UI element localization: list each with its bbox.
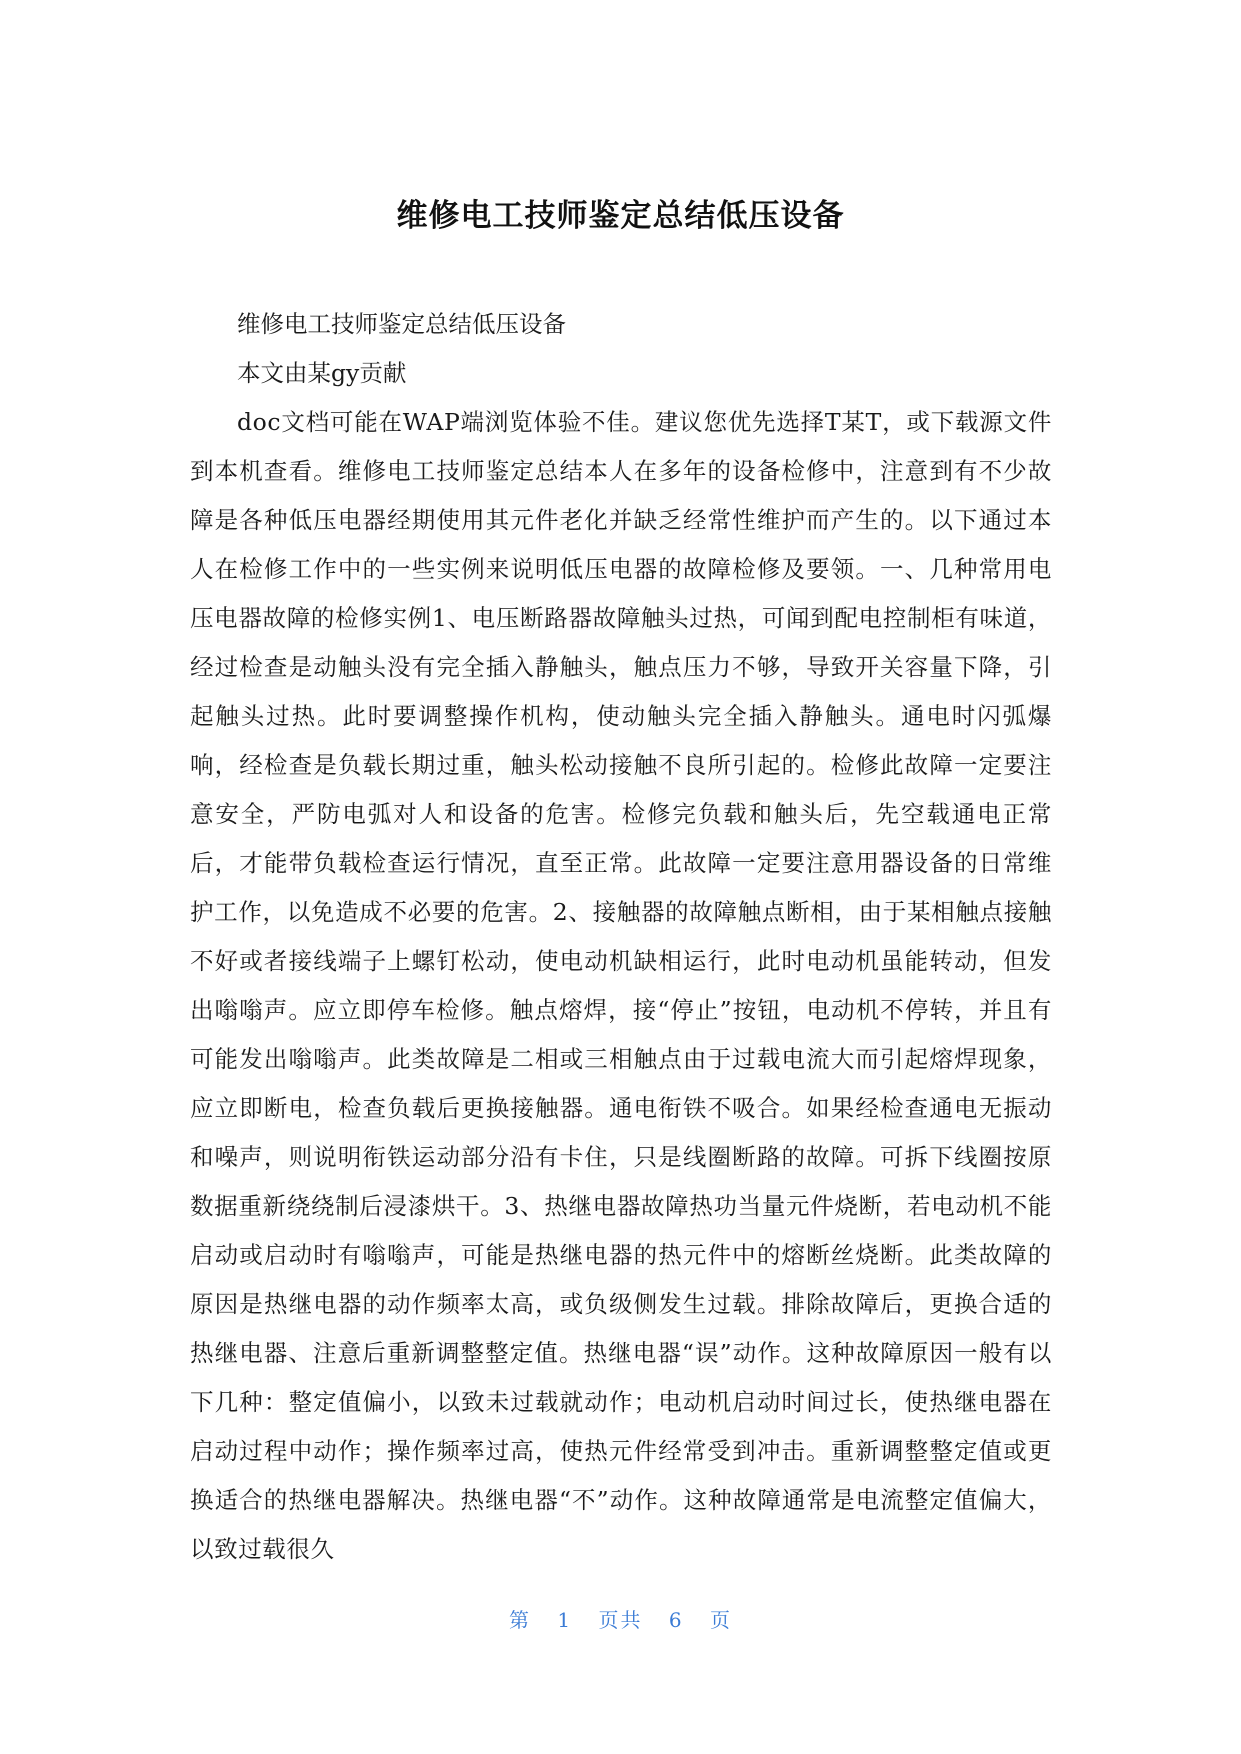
document-body — [190, 300, 1052, 1574]
page-label-suffix: 页 — [709, 1608, 732, 1632]
document-title: 维修电工技师鉴定总结低压设备 — [396, 198, 845, 234]
page-number: 1 — [557, 1608, 573, 1632]
page-label-prefix: 第 — [509, 1608, 532, 1632]
total-pages: 6 — [668, 1608, 684, 1632]
page-footer — [0, 1604, 1241, 1633]
body-paragraph: doc文档可能在WAP端浏览体验不佳。建议您优先选择T某T，或下载源文件到本机查看。维修电工技师鉴定总结本人在多年的设备检修中，注意到有不少故障是各种低压电器经期使用其元件老化并缺乏经常性维护而产生的。以下通过本人在检修工作中的一些实例来说明低压电器的故障检修及要领。一、几种常用电压电器故障的检修实例1、电压断路器故障触头过热，可闻到配电控制柜有味道，经过检查是动触头没有完全插入静触头，触点压力不够，导致开关容量下降，引起触头过热。此时要调整操作机构，使动触头完全插入静触头。通电时闪弧爆响，经检查是负载长期过重，触头松动接触不良所引起的。检修此故障一定要注意安全，严防电弧对人和设备的危害。检修完负载和触头后，先空载通电正常后，才能带负载检查运行情况，直至正常。此故障一定要注意用器设备的日常维护工作，以免造成不必要的危害。2、接触器的故障触点断相，由于某相触点接触不好或者接线端子上螺钉松动，使电动机缺相运行，此时电动机虽能转动，但发出嗡嗡声。应立即停车检修。触点熔焊，接“停止”按钮，电动机不停转，并且有可能发出嗡嗡声。此类故障是二相或三相触点由于过载电流大而引起熔焊现象，应立即断电，检查负载后更换接触器。通电衔铁不吸合。如果经检查通电无振动和噪声，则说明衔铁运动部分沿有卡住，只是线圈断路的故障。可拆下线圈按原数据重新绕绕制后浸漆烘干。3、热继电器故障热功当量元件烧断，若电动机不能启动或启动时有嗡嗡声，可能是热继电器的热元件中的熔断丝烧断。此类故障的原因是热继电器的动作频率太高，或负级侧发生过载。排除故障后，更换合适的热继电器、注意后重新调整整定值。热继电器“误”动作。这种故障原因一般有以下几种：整定值偏小，以致未过载就动作；电动机启动时间过长，使热继电器在启动过程中动作；操作频率过高，使热元件经常受到冲击。重新调整整定值或更换适合的热继电器解决。热继电器“不”动作。这种故障通常是电流整定值偏大，以致过载很久 — [190, 408, 1052, 1563]
page-label-middle: 页共 — [598, 1608, 643, 1632]
contributor-paragraph: 本文由某gy贡献 — [237, 359, 407, 387]
subtitle-paragraph: 维修电工技师鉴定总结低压设备 — [237, 310, 566, 338]
